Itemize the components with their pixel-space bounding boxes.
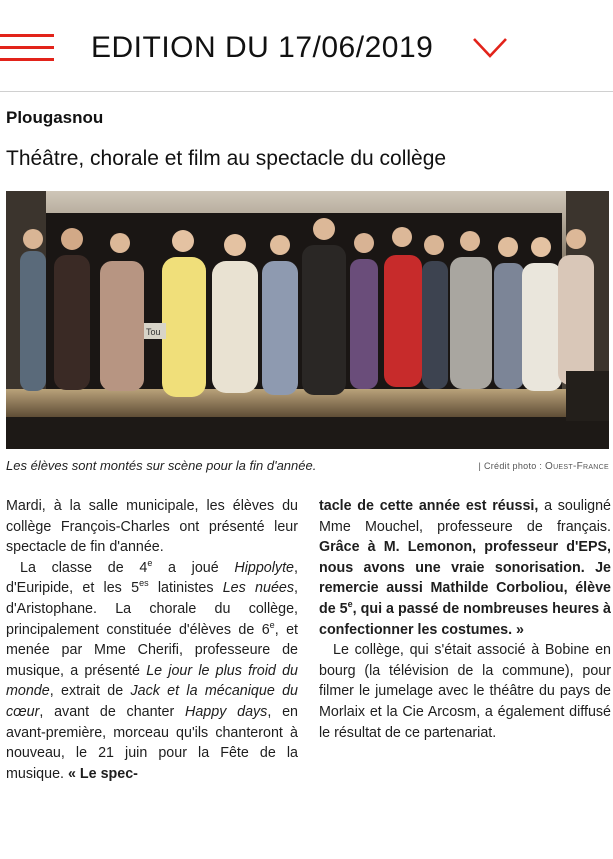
credit-source: Ouest-France [545,461,609,472]
article-headline: Théâtre, chorale et film au spectacle du collège [6,147,447,170]
credit-prefix: | Crédit photo : [478,461,543,471]
paragraph-4: Le collège, qui s'était associé à Bobine en bourg (la télévision de la commune), pour filmer le jumelage avec le théâtre du pays de Morlaix et la Cie Arcosm, a également diffusé le résultat de ce partenariat. [319,642,611,741]
paragraph-3: tacle de cette année est réussi, a souligné Mme Mouchel, professeure de français. Grâce à M. Lemonon, professeur d'EPS, nous avons une vraie sonorisation. Je remercie aussi Mathilde Corboliou, élève de 5e, qui a passé de nombreuses heures à confectionner les costumes. » [319,498,611,638]
top-bar [0,0,613,92]
paragraph-1: Mardi, à la salle municipale, les élèves du collège François-Charles ont présenté leur spectacle de fin d'année. [6,498,298,556]
hamburger-icon[interactable] [0,34,54,62]
chevron-down-icon[interactable] [472,36,508,60]
photo-credit [479,461,609,472]
photo-caption: Les élèves sont montés sur scène pour la fin d'année. [6,458,317,473]
stage-photo-illustration [6,191,609,449]
article-column-left [6,496,298,784]
stage-sign-text: Tou [146,327,161,337]
header-divider [0,91,613,92]
article-photo[interactable] [6,191,609,449]
edition-title[interactable]: EDITION DU 17/06/2019 [91,31,434,64]
paragraph-2: La classe de 4e a joué Hippolyte, d'Euripide, et les $5^{es}$ latinistes Les nuées, d'Aristophane. La chorale du collège, principalement constituée d'élèves de 6e, et menée par Mme Cherifi, professeure de musique, a présenté Le jour le plus froid du monde, extrait de Jack et la mécanique du cœur, avant de chanter Happy days, en avant-première, morceau qu'ils chanteront à nouveau, le 21 juin pour la Fête de la musique. « Le spec- [6,558,298,782]
article-column-right [319,496,611,743]
article-place: Plougasnou [6,108,104,127]
